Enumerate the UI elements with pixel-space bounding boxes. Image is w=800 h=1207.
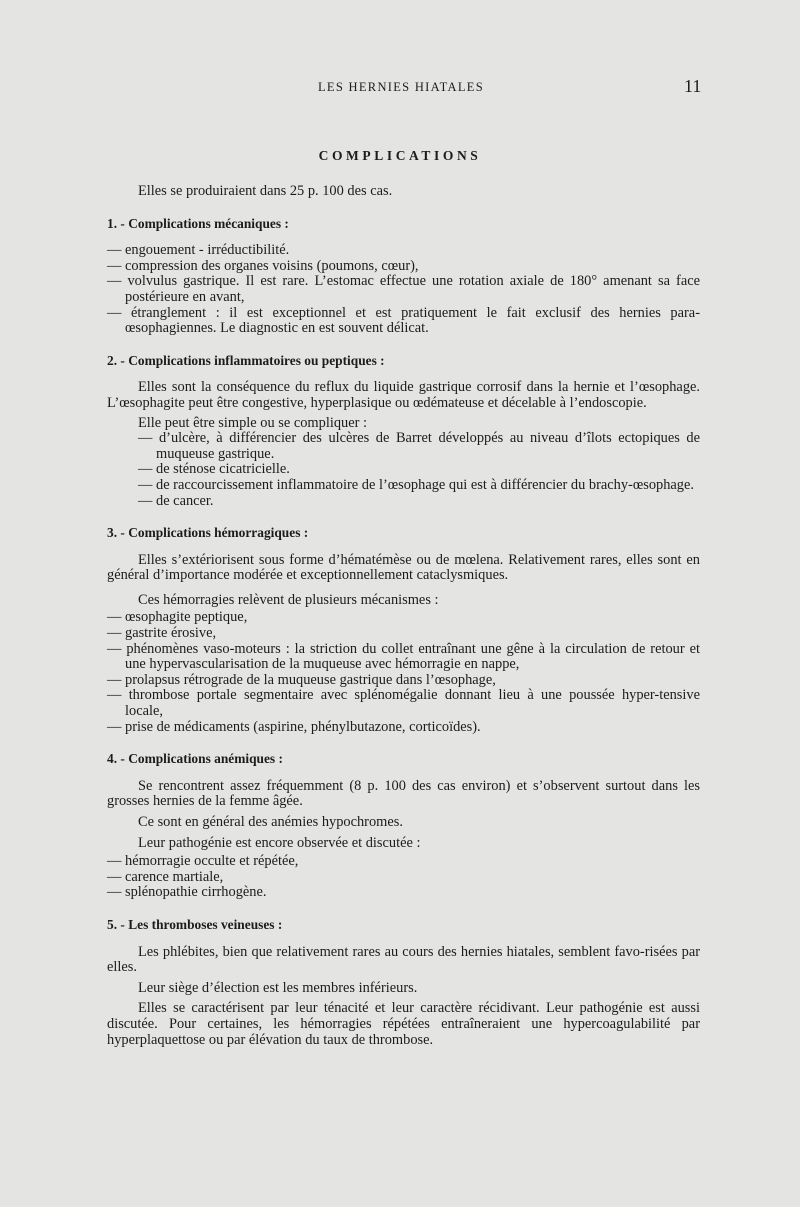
list-item: — de sténose cicatricielle.	[138, 462, 700, 478]
paragraph: Elles s’extériorisent sous forme d’hématémèse ou de mœlena. Relativement rares, elles sont en général d’importance modérée et exceptionnellement cataclysmiques.	[107, 551, 700, 584]
body-text	[107, 184, 700, 1048]
paragraph: Se rencontrent assez fréquemment (8 p. 100 des cas environ) et s’observent surtout dans les grosses hernies de la femme âgée.	[107, 777, 700, 810]
list-item: — d’ulcère, à différencier des ulcères de Barret développés au niveau d’îlots ectopiques de muqueuse gastrique.	[138, 431, 700, 462]
paragraph: Leur siège d’élection est les membres inférieurs.	[138, 979, 418, 996]
list-item: — de raccourcissement inflammatoire de l’œsophage qui est à différencier du brachy-œsophage.	[138, 478, 700, 494]
list-item: — volvulus gastrique. Il est rare. L’estomac effectue une rotation axiale de 180° amenant sa face postérieure en avant,	[107, 274, 700, 305]
paragraph: Ces hémorragies relèvent de plusieurs mécanismes :	[138, 591, 439, 608]
list-item: — prise de médicaments (aspirine, phénylbutazone, corticoïdes).	[107, 720, 700, 736]
list-item: — phénomènes vaso-moteurs : la striction du collet entraînant une gêne à la circulation de retour et une hypervascularisation de la muqueuse avec hémorragie en nappe,	[107, 642, 700, 673]
list-item: — de cancer.	[138, 494, 700, 510]
subsection-heading: 2. - Complications inflammatoires ou peptiques :	[107, 352, 385, 368]
list-item: — splénopathie cirrhogène.	[107, 885, 700, 901]
bullet-list	[138, 431, 700, 509]
bullet-list	[107, 854, 700, 901]
paragraph: Leur pathogénie est encore observée et discutée :	[138, 834, 421, 851]
paragraph: Les phlébites, bien que relativement rares au cours des hernies hiatales, semblent favo-risées par elles.	[107, 943, 700, 976]
paragraph: Elles se caractérisent par leur ténacité et leur caractère récidivant. Leur pathogénie est aussi discutée. Pour certaines, les hémorragies répétées entraîneraient une hypercoagulabilité par hyperplaquettose ou par élévation du taux de thrombose.	[107, 1000, 700, 1048]
list-item: — prolapsus rétrograde de la muqueuse gastrique dans l’œsophage,	[107, 673, 700, 689]
page-number: 11	[684, 76, 702, 96]
subsection-heading: 5. - Les thromboses veineuses :	[107, 916, 283, 932]
list-item: — gastrite érosive,	[107, 626, 700, 642]
paragraph: Elles sont la conséquence du reflux du liquide gastrique corrosif dans la hernie et l’œsophage. L’œsophagite peut être congestive, hyperplasique ou œdémateuse et décelable à l’endoscopie.	[107, 379, 700, 411]
list-item: — étranglement : il est exceptionnel et est pratiquement le fait exclusif des hernies para-œsophagiennes. Le diagnostic en est souvent délicat.	[107, 306, 700, 337]
intro-paragraph: Elles se produiraient dans 25 p. 100 des cas.	[138, 183, 393, 199]
running-header	[0, 76, 800, 98]
paragraph: Ce sont en général des anémies hypochromes.	[138, 814, 403, 830]
subsection-heading: 3. - Complications hémorragiques :	[107, 525, 309, 541]
running-title: LES HERNIES HIATALES	[318, 80, 484, 94]
paragraph: Elle peut être simple ou se compliquer :	[138, 414, 367, 431]
subsection-heading: 4. - Complications anémiques :	[107, 751, 283, 767]
section-title: COMPLICATIONS	[318, 148, 482, 163]
list-item: — œsophagite peptique,	[107, 610, 700, 626]
subsection-heading: 1. - Complications mécaniques :	[107, 215, 289, 231]
bullet-list	[107, 243, 700, 337]
list-item: — compression des organes voisins (poumons, cœur),	[107, 259, 700, 275]
list-item: — hémorragie occulte et répétée,	[107, 854, 700, 870]
list-item: — engouement - irréductibilité.	[107, 243, 700, 259]
list-item: — thrombose portale segmentaire avec splénomégalie donnant lieu à une poussée hyper-tensive locale,	[107, 688, 700, 719]
bullet-list	[107, 610, 700, 735]
list-item: — carence martiale,	[107, 870, 700, 886]
